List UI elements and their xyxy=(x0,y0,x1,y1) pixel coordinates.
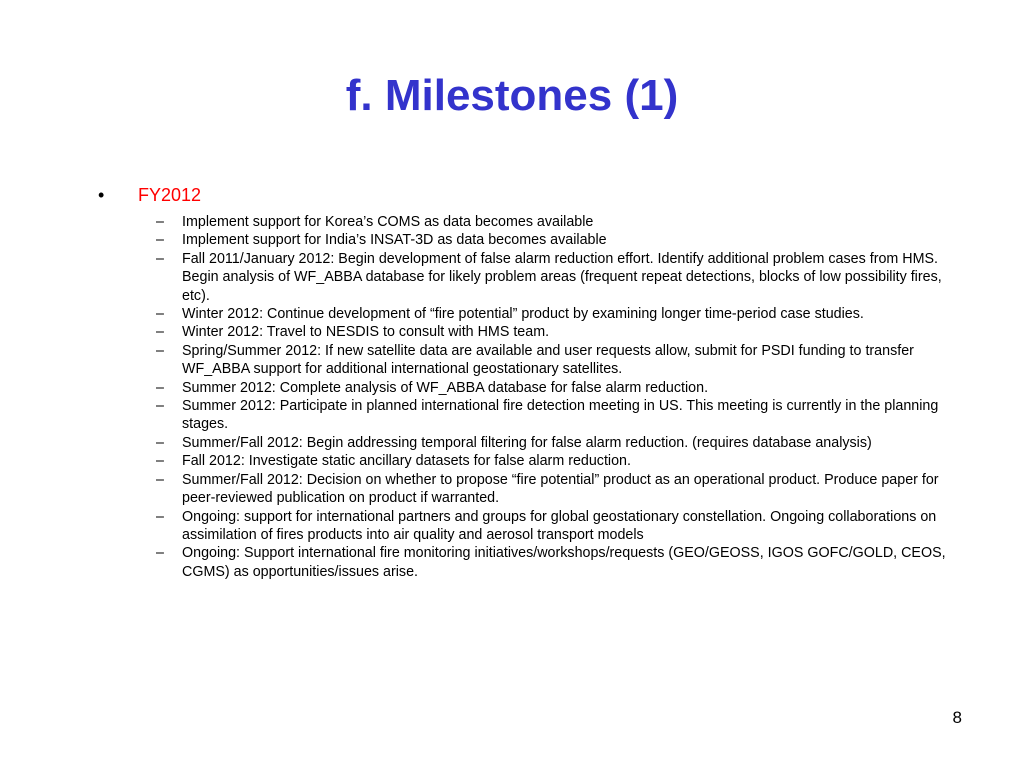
dash-icon: – xyxy=(156,379,164,396)
dash-icon: – xyxy=(156,453,164,470)
dash-icon: – xyxy=(156,545,164,562)
list-item-text: Spring/Summer 2012: If new satellite data are available and user requests allow, submit for PSDI funding to transfer WF_ABBA support for additional international geostationary satellites. xyxy=(182,342,914,378)
slide-title: f. Milestones (1) xyxy=(345,71,679,120)
list-item xyxy=(98,231,968,249)
list-item-text: Implement support for India’s INSAT-3D as data becomes available xyxy=(182,232,607,249)
bullet-label: FY2012 xyxy=(138,185,202,205)
list-item xyxy=(98,250,968,305)
list-item-text: Summer 2012: Participate in planned international fire detection meeting in US. This meeting is currently in the planning stages. xyxy=(182,398,939,433)
list-item-text: Winter 2012: Continue development of “fire potential” product by examining longer time-period case studies. xyxy=(182,306,864,323)
list-item xyxy=(98,471,968,508)
list-item xyxy=(98,397,968,434)
list-item-text: Ongoing: Support international fire monitoring initiatives/workshops/requests (GEO/GEOSS, IGOS GOFC/GOLD, CEOS, CGMS) as opportunities/issues arise. xyxy=(182,545,946,580)
dash-icon: – xyxy=(156,508,164,525)
list-item-text: Fall 2011/January 2012: Begin development of false alarm reduction effort. Identify additional problem cases from HMS. Begin analysis of WF_ABBA database for likely problem areas (frequent repeat detections, blocks of low possibility fires, etc). xyxy=(182,250,942,304)
dash-icon: – xyxy=(156,324,164,341)
list-item xyxy=(98,213,968,231)
list-item-text: Winter 2012: Travel to NESDIS to consult with HMS team. xyxy=(182,324,550,341)
milestone-list xyxy=(98,213,968,581)
list-item xyxy=(98,323,968,341)
list-item xyxy=(98,544,968,581)
list-item-text: Implement support for Korea’s COMS as data becomes available xyxy=(182,214,594,230)
list-item xyxy=(98,305,968,323)
dash-icon: – xyxy=(156,434,164,451)
bullet-fy2012 xyxy=(98,184,968,207)
slide-content xyxy=(98,184,968,581)
dash-icon: – xyxy=(156,398,164,415)
list-item xyxy=(98,379,968,397)
list-item xyxy=(98,434,968,452)
list-item-text: Fall 2012: Investigate static ancillary datasets for false alarm reduction. xyxy=(182,453,631,470)
dash-icon: – xyxy=(156,250,164,267)
dash-icon: – xyxy=(156,342,164,359)
dash-icon: – xyxy=(156,306,164,323)
list-item-text: Summer/Fall 2012: Decision on whether to propose “fire potential” product as an operational product. Produce paper for peer-reviewed publication on product if warranted. xyxy=(182,471,939,507)
list-item-text: Ongoing: support for international partners and groups for global geostationary constellation. Ongoing collaborations on assimilation of fires products into air quality and aerosol transport models xyxy=(182,508,937,543)
dash-icon: – xyxy=(156,232,164,249)
list-item xyxy=(98,508,968,545)
list-item xyxy=(98,342,968,379)
bullet-dot-icon: • xyxy=(98,185,105,205)
list-item xyxy=(98,452,968,470)
dash-icon: – xyxy=(156,471,164,488)
list-item-text: Summer/Fall 2012: Begin addressing temporal filtering for false alarm reduction. (requires database analysis) xyxy=(182,434,872,451)
dash-icon: – xyxy=(156,214,164,230)
page-number: 8 xyxy=(952,708,962,727)
list-item-text: Summer 2012: Complete analysis of WF_ABBA database for false alarm reduction. xyxy=(182,379,709,396)
